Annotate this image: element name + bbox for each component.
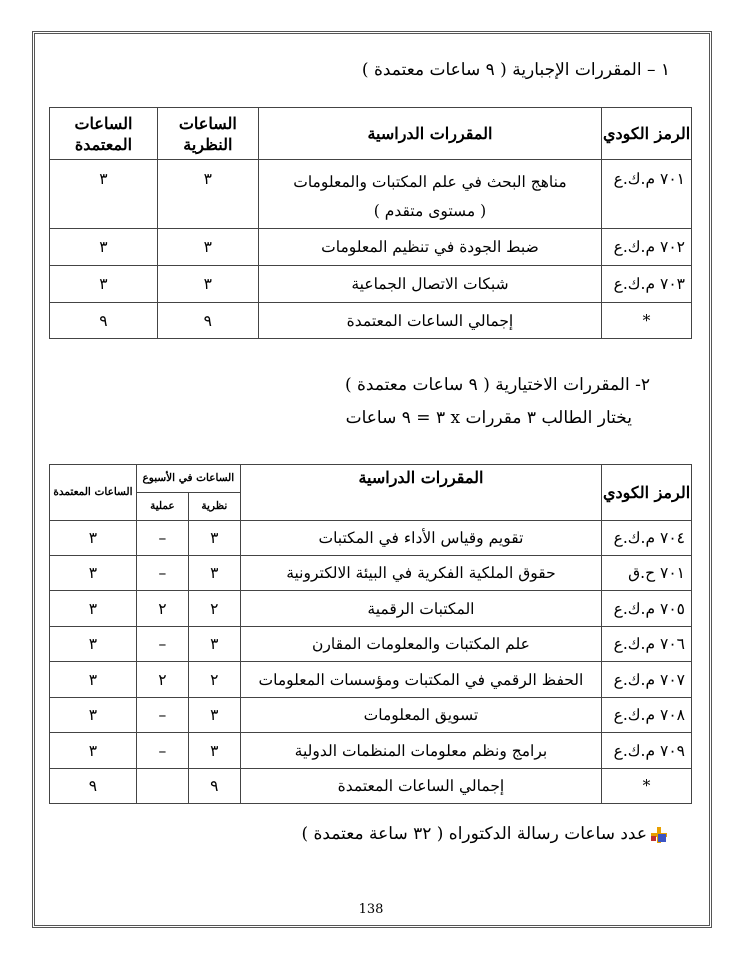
total-code: *: [602, 769, 692, 804]
course-code: ٧٠٦ م.ك.ع: [602, 627, 692, 662]
course-code: ٧٠١ ح.ق: [602, 556, 692, 591]
theory-hours: ٣: [188, 733, 240, 769]
table-row: [50, 662, 692, 698]
table-row: [50, 160, 692, 229]
credit-hours: ٣: [50, 733, 137, 769]
total-row: [50, 303, 692, 339]
credit-hours: ٣: [50, 591, 137, 627]
header-code: الرمز الكودي: [602, 108, 692, 160]
header-code: الرمز الكودي: [602, 465, 692, 521]
credit-hours: ٣: [50, 662, 137, 698]
credit-hours: ٣: [50, 698, 137, 733]
theory-hours: ٣: [188, 627, 240, 662]
table-row: [50, 591, 692, 627]
total-credit: ٩: [50, 303, 158, 339]
total-code: *: [602, 303, 692, 339]
course-code: ٧٠٩ م.ك.ع: [602, 733, 692, 769]
section2-title: ٢- المقررات الاختيارية ( ٩ ساعات معتمدة ): [344, 375, 650, 395]
page-number: 138: [358, 902, 384, 917]
course-name: علم المكتبات والمعلومات المقارن: [240, 627, 601, 662]
header-practical: عملية: [136, 493, 188, 521]
total-credit: ٩: [50, 769, 137, 804]
table-row: [50, 229, 692, 266]
practical-hours: –: [136, 698, 188, 733]
header-weekly-hours: الساعات في الأسبوع: [136, 465, 240, 493]
course-name: المكتبات الرقمية: [240, 591, 601, 627]
course-code: ٧٠١ م.ك.ع: [602, 160, 692, 229]
table-row: [50, 266, 692, 303]
course-name: تقويم وقياس الأداء في المكتبات: [240, 521, 601, 556]
course-code: ٧٠٧ م.ك.ع: [602, 662, 692, 698]
total-theory: ٩: [188, 769, 240, 804]
table-row: [50, 733, 692, 769]
course-code: ٧٠٥ م.ك.ع: [602, 591, 692, 627]
header-credit: الساعات المعتمدة: [50, 465, 137, 521]
thesis-hours-text: عدد ساعات رسالة الدكتوراه ( ٣٢ ساعة معتمدة ): [301, 824, 647, 844]
total-practical: [136, 769, 188, 804]
theory-hours: ٣: [157, 160, 258, 229]
practical-hours: –: [136, 556, 188, 591]
theory-hours: ٣: [157, 229, 258, 266]
course-name: ضبط الجودة في تنظيم المعلومات: [258, 229, 601, 266]
credit-hours: ٣: [50, 521, 137, 556]
total-label: إجمالي الساعات المعتمدة: [240, 769, 601, 804]
course-code: ٧٠٣ م.ك.ع: [602, 266, 692, 303]
total-label: إجمالي الساعات المعتمدة: [258, 303, 601, 339]
total-theory: ٩: [157, 303, 258, 339]
credit-hours: ٣: [50, 556, 137, 591]
theory-hours: ٣: [188, 521, 240, 556]
course-name: [258, 160, 601, 229]
header-course: المقررات الدراسية: [258, 108, 601, 160]
practical-hours: ٢: [136, 662, 188, 698]
table-header-row: [50, 108, 692, 160]
header-credit: الساعات المعتمدة: [50, 108, 158, 160]
total-row: [50, 769, 692, 804]
course-name: الحفظ الرقمي في المكتبات ومؤسسات المعلومات: [240, 662, 601, 698]
credit-hours: ٣: [50, 266, 158, 303]
credit-hours: ٣: [50, 627, 137, 662]
theory-hours: ٣: [157, 266, 258, 303]
section1-title: ١ – المقررات الإجبارية ( ٩ ساعات معتمدة ): [361, 60, 670, 80]
course-name: شبكات الاتصال الجماعية: [258, 266, 601, 303]
theory-hours: ٢: [188, 662, 240, 698]
practical-hours: ٢: [136, 591, 188, 627]
theory-hours: ٣: [188, 698, 240, 733]
course-name: حقوق الملكية الفكرية في البيئة الالكترونية: [240, 556, 601, 591]
theory-hours: ٣: [188, 556, 240, 591]
course-name: تسويق المعلومات: [240, 698, 601, 733]
course-code: ٧٠٤ م.ك.ع: [602, 521, 692, 556]
course-name-line2: ( مستوى متقدم ): [373, 202, 487, 220]
table-row: [50, 627, 692, 662]
thesis-hours-line: [301, 824, 667, 844]
table-row: [50, 698, 692, 733]
practical-hours: –: [136, 733, 188, 769]
required-courses-table: [49, 107, 692, 339]
course-code: ٧٠٨ م.ك.ع: [602, 698, 692, 733]
header-theory: الساعات النظرية: [157, 108, 258, 160]
table-row: [50, 556, 692, 591]
elective-courses-table: [49, 464, 692, 804]
header-course: المقررات الدراسية: [240, 465, 601, 521]
practical-hours: –: [136, 627, 188, 662]
star-bullet-icon: [651, 827, 667, 843]
table-header-row: [50, 465, 692, 493]
practical-hours: –: [136, 521, 188, 556]
credit-hours: ٣: [50, 229, 158, 266]
course-name-line1: مناهج البحث في علم المكتبات والمعلومات: [293, 173, 567, 191]
section2-subtitle: يختار الطالب ٣ مقررات x ٣ = ٩ ساعات: [345, 408, 632, 428]
header-theory: نظرية: [188, 493, 240, 521]
theory-hours: ٢: [188, 591, 240, 627]
course-name: برامج ونظم معلومات المنظمات الدولية: [240, 733, 601, 769]
course-code: ٧٠٢ م.ك.ع: [602, 229, 692, 266]
credit-hours: ٣: [50, 160, 158, 229]
table-row: [50, 521, 692, 556]
